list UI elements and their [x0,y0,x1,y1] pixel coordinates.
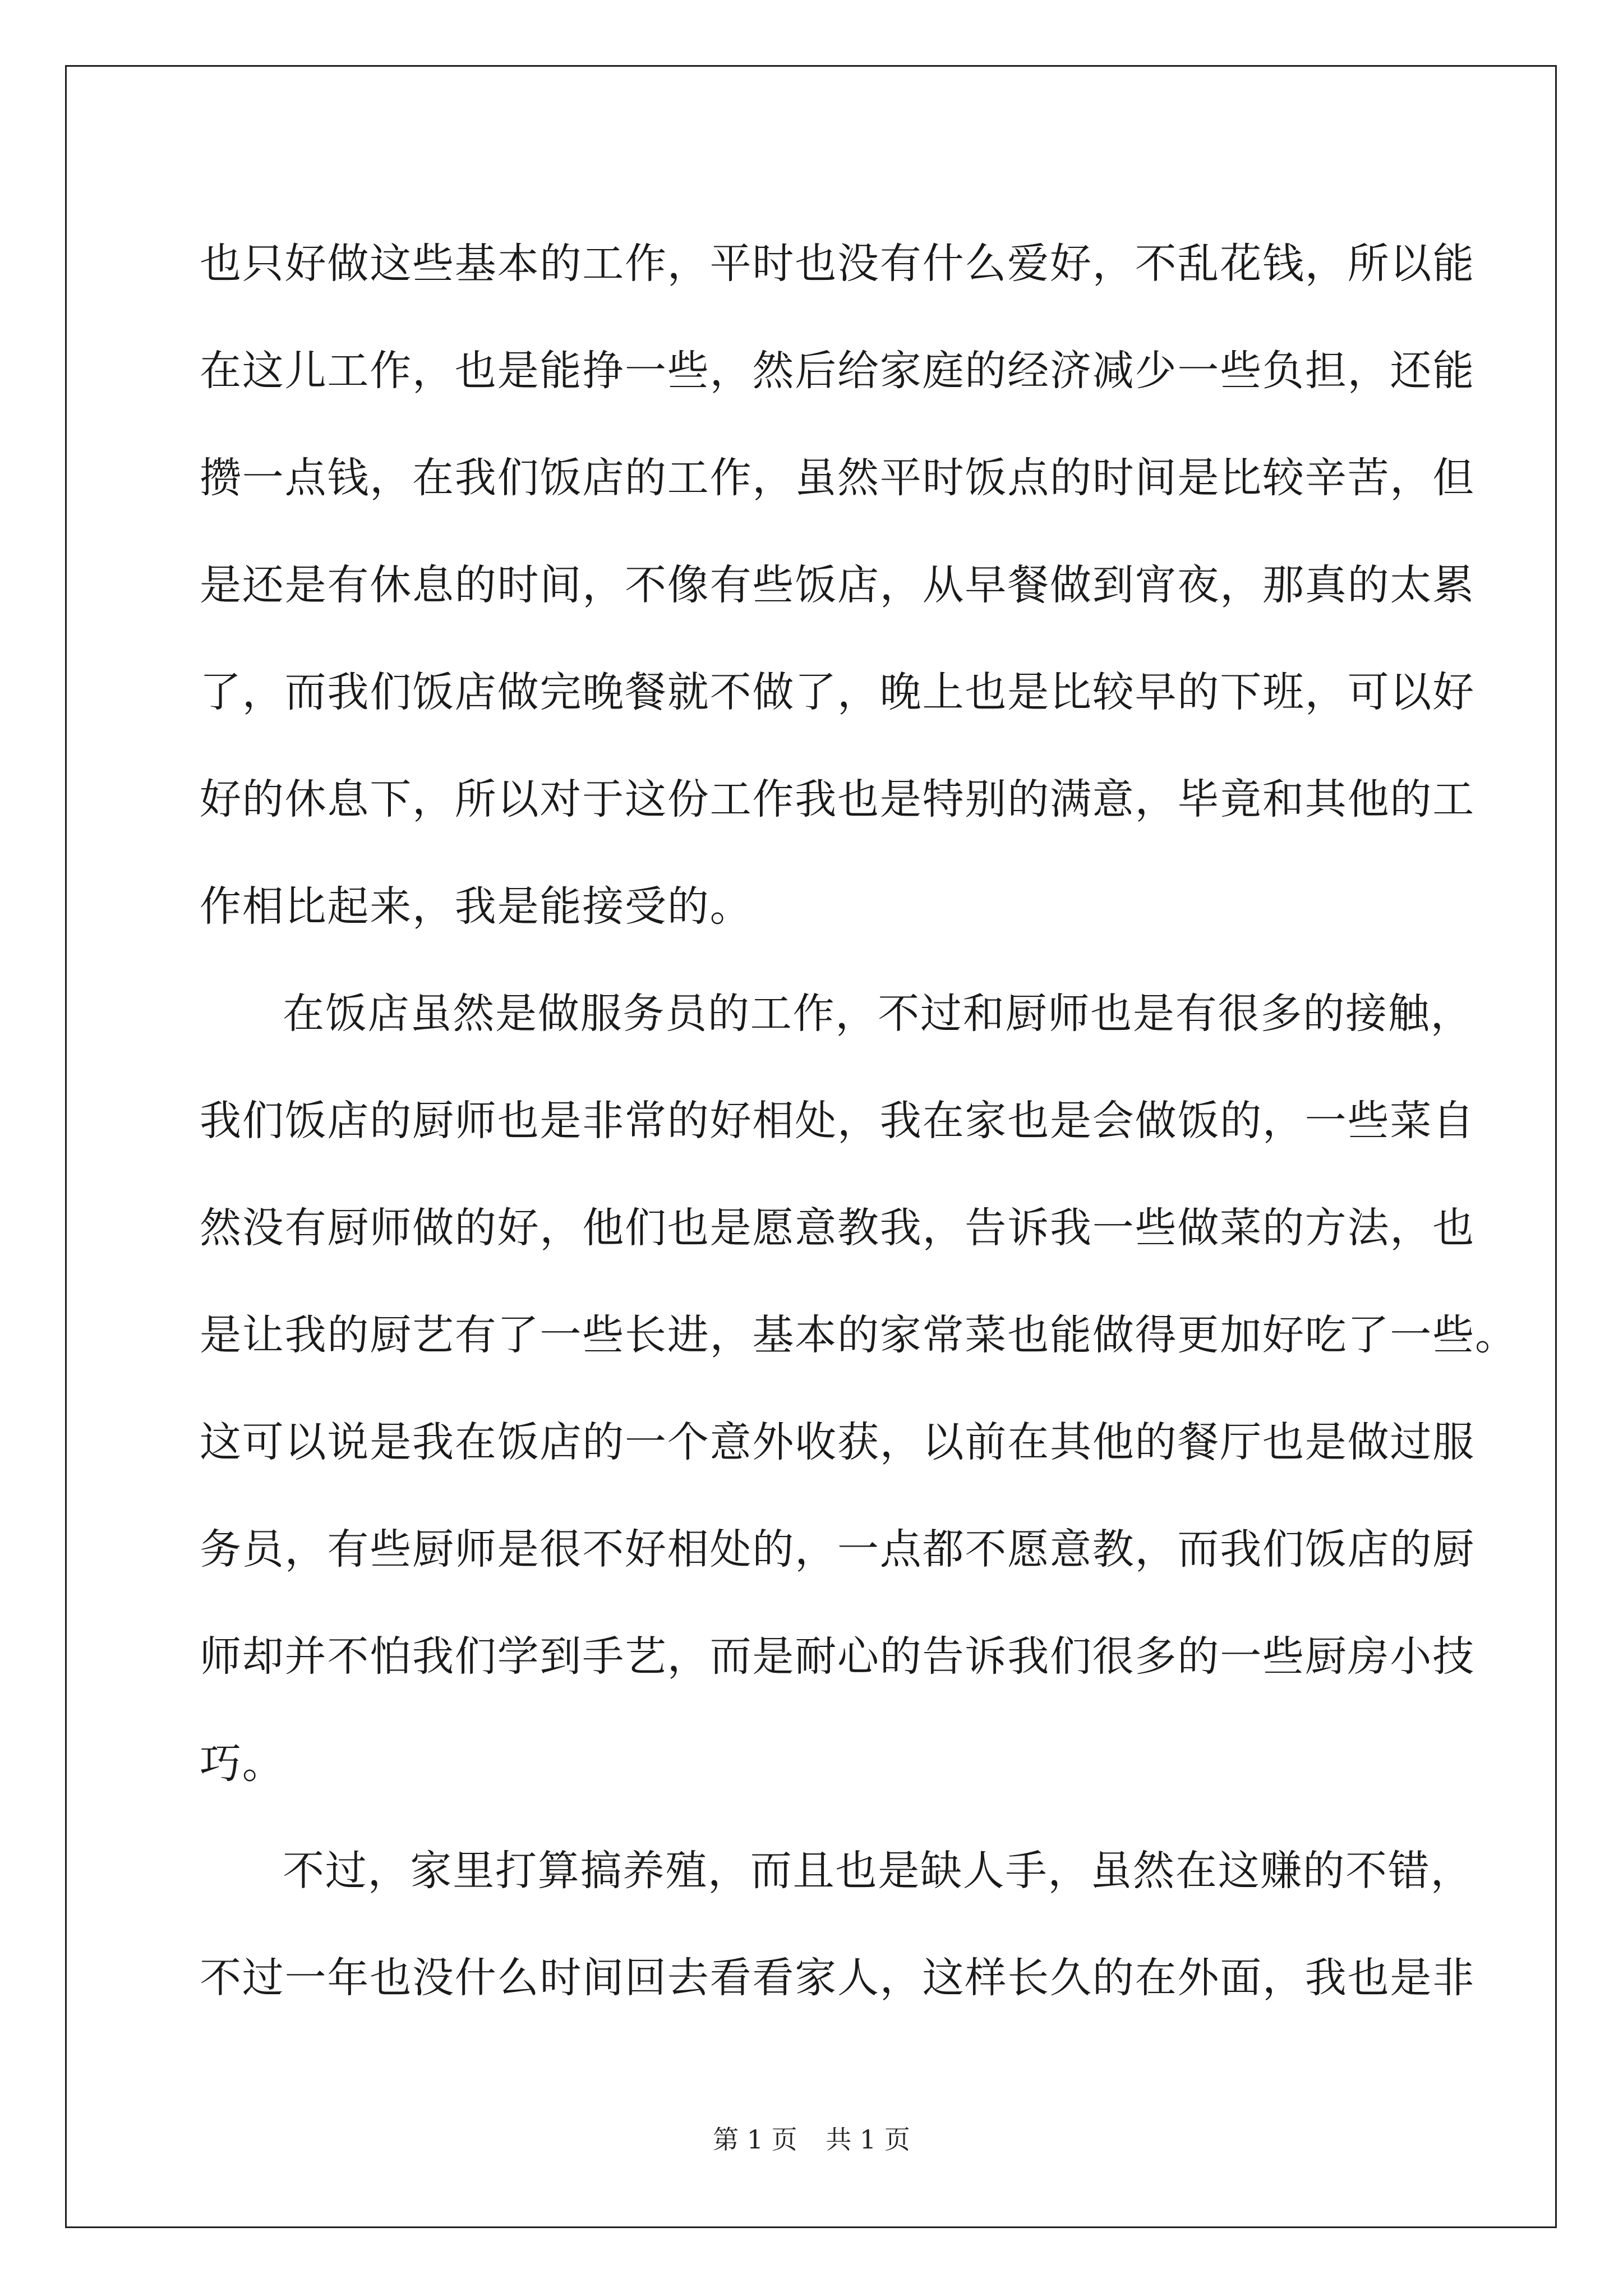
text-line: 好的休息下，所以对于这份工作我也是特别的满意，毕竟和其他的工 [200,775,1475,823]
paragraph [200,960,1518,1818]
text-line: 也只好做这些基本的工作，平时也没有什么爱好，不乱花钱，所以能 [200,240,1475,288]
text-line: 不过，家里打算搞养殖，而且也是缺人手，虽然在这赚的不错， [283,1847,1473,1895]
text-line: 在饭店虽然是做服务员的工作，不过和厨师也是有很多的接触， [283,990,1473,1038]
text-line: 是让我的厨艺有了一些长进，基本的家常菜也能做得更加好吃了一些。 [200,1311,1518,1359]
text-line: 巧。 [200,1740,285,1788]
text-line: 这可以说是我在饭店的一个意外收获，以前在其他的餐厅也是做过服 [200,1418,1475,1466]
paragraph [200,210,1475,960]
text-line: 是还是有休息的时间，不像有些饭店，从早餐做到宵夜，那真的太累 [200,561,1475,609]
document-body [200,210,1518,2032]
page-total: 共 1 页 [826,2124,910,2155]
page-footer [0,2123,1623,2156]
text-line: 务员，有些厨师是很不好相处的，一点都不愿意教，而我们饭店的厨 [200,1525,1475,1573]
text-line: 在这儿工作，也是能挣一些，然后给家庭的经济减少一些负担，还能 [200,347,1475,395]
text-line: 不过一年也没什么时间回去看看家人，这样长久的在外面，我也是非 [200,1954,1475,2002]
text-line: 然没有厨师做的好，他们也是愿意教我，告诉我一些做菜的方法，也 [200,1204,1475,1252]
paragraph [200,1818,1475,2032]
text-line: 攒一点钱，在我们饭店的工作，虽然平时饭点的时间是比较辛苦，但 [200,454,1475,502]
page-number: 第 1 页 [713,2124,797,2155]
text-line: 作相比起来，我是能接受的。 [200,882,753,931]
text-line: 了，而我们饭店做完晚餐就不做了，晚上也是比较早的下班，可以好 [200,668,1475,716]
text-line: 我们饭店的厨师也是非常的好相处，我在家也是会做饭的，一些菜自 [200,1097,1475,1145]
text-line: 师却并不怕我们学到手艺，而是耐心的告诉我们很多的一些厨房小技 [200,1632,1475,1681]
